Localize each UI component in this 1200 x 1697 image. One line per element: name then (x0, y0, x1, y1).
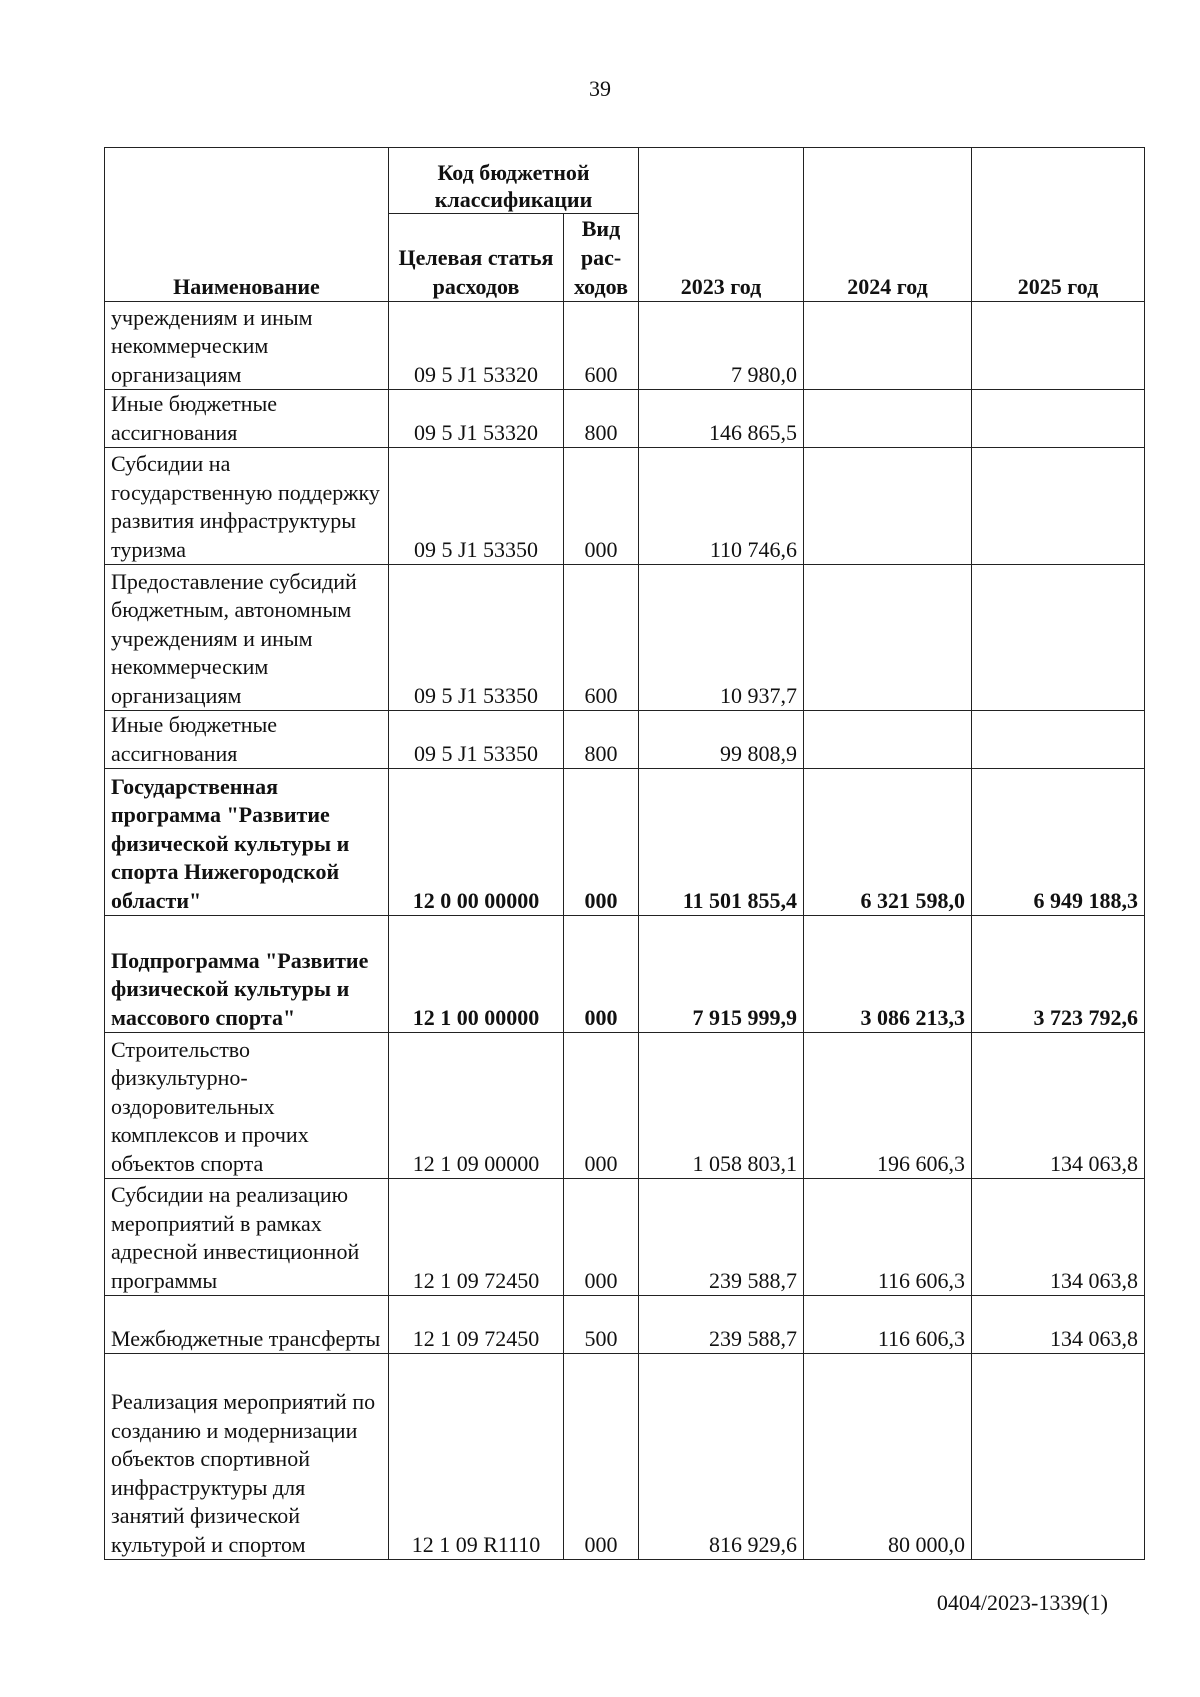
value-2024-cell (804, 448, 972, 565)
value-2023-cell: 146 865,5 (639, 390, 804, 448)
value-2025-cell (972, 448, 1145, 565)
budget-table (104, 147, 1145, 1560)
value-2023-cell: 816 929,6 (639, 1354, 804, 1560)
row-name-cell: Иные бюджетные ассигнования (105, 711, 389, 769)
header-name: Наименование (105, 148, 389, 302)
target-article-cell: 12 1 09 72450 (389, 1179, 564, 1296)
value-2023-cell: 10 937,7 (639, 565, 804, 711)
table-row (105, 1354, 1145, 1560)
value-2023-cell: 11 501 855,4 (639, 769, 804, 916)
table-row (105, 711, 1145, 769)
value-2025-cell: 134 063,8 (972, 1033, 1145, 1179)
value-2023-cell: 239 588,7 (639, 1296, 804, 1354)
target-article-cell: 09 5 J1 53320 (389, 302, 564, 390)
target-article-cell: 09 5 J1 53350 (389, 448, 564, 565)
expense-type-cell: 000 (564, 1033, 639, 1179)
target-article-cell: 12 0 00 00000 (389, 769, 564, 916)
value-2024-cell (804, 390, 972, 448)
header-expense-type: Вид рас-ходов (564, 214, 639, 302)
expense-type-cell: 800 (564, 711, 639, 769)
value-2023-cell: 239 588,7 (639, 1179, 804, 1296)
row-name-cell: Реализация мероприятий по созданию и модернизации объектов спортивной инфраструктуры для занятий физической культурой и спортом (105, 1354, 389, 1560)
value-2025-cell (972, 302, 1145, 390)
value-2023-cell: 7 915 999,9 (639, 916, 804, 1033)
value-2024-cell (804, 565, 972, 711)
header-2024: 2024 год (804, 148, 972, 302)
row-name-cell: Подпрограмма "Развитие физической культуры и массового спорта" (105, 916, 389, 1033)
target-article-cell: 12 1 00 00000 (389, 916, 564, 1033)
value-2023-cell: 7 980,0 (639, 302, 804, 390)
target-article-cell: 12 1 09 00000 (389, 1033, 564, 1179)
value-2024-cell: 116 606,3 (804, 1179, 972, 1296)
value-2025-cell: 6 949 188,3 (972, 769, 1145, 916)
row-name-cell: Строительство физкультурно-оздоровительных комплексов и прочих объектов спорта (105, 1033, 389, 1179)
expense-type-cell: 000 (564, 1179, 639, 1296)
header-2023: 2023 год (639, 148, 804, 302)
row-name-cell: Государственная программа "Развитие физической культуры и спорта Нижегородской области" (105, 769, 389, 916)
value-2025-cell: 3 723 792,6 (972, 916, 1145, 1033)
target-article-cell: 09 5 J1 53350 (389, 565, 564, 711)
table-row (105, 1179, 1145, 1296)
row-name-cell: Субсидии на реализацию мероприятий в рамках адресной инвестиционной программы (105, 1179, 389, 1296)
document-code: 0404/2023-1339(1) (936, 1590, 1108, 1615)
value-2023-cell: 1 058 803,1 (639, 1033, 804, 1179)
row-name-cell: Иные бюджетные ассигнования (105, 390, 389, 448)
value-2024-cell: 116 606,3 (804, 1296, 972, 1354)
header-budget-code: Код бюджетной классификации (389, 148, 639, 214)
row-name-cell: Межбюджетные трансферты (105, 1296, 389, 1354)
value-2023-cell: 99 808,9 (639, 711, 804, 769)
value-2025-cell (972, 711, 1145, 769)
table-row (105, 769, 1145, 916)
table-row (105, 448, 1145, 565)
header-2025: 2025 год (972, 148, 1145, 302)
target-article-cell: 09 5 J1 53350 (389, 711, 564, 769)
target-article-cell: 12 1 09 72450 (389, 1296, 564, 1354)
row-name-cell: Предоставление субсидий бюджетным, автономным учреждениям и иным некоммерческим организациям (105, 565, 389, 711)
table-row (105, 302, 1145, 390)
table-row (105, 390, 1145, 448)
row-name-cell: учреждениям и иным некоммерческим организациям (105, 302, 389, 390)
target-article-cell: 09 5 J1 53320 (389, 390, 564, 448)
value-2024-cell: 3 086 213,3 (804, 916, 972, 1033)
expense-type-cell: 000 (564, 769, 639, 916)
expense-type-cell: 000 (564, 1354, 639, 1560)
value-2025-cell (972, 390, 1145, 448)
value-2023-cell: 110 746,6 (639, 448, 804, 565)
expense-type-cell: 000 (564, 448, 639, 565)
value-2024-cell: 6 321 598,0 (804, 769, 972, 916)
expense-type-cell: 600 (564, 565, 639, 711)
page-number: 39 (589, 76, 611, 101)
target-article-cell: 12 1 09 R1110 (389, 1354, 564, 1560)
table-row (105, 1033, 1145, 1179)
table-body (105, 302, 1145, 1560)
value-2025-cell (972, 565, 1145, 711)
row-name-cell: Субсидии на государственную поддержку развития инфраструктуры туризма (105, 448, 389, 565)
table-row (105, 916, 1145, 1033)
value-2024-cell: 196 606,3 (804, 1033, 972, 1179)
expense-type-cell: 500 (564, 1296, 639, 1354)
expense-type-cell: 600 (564, 302, 639, 390)
table-row (105, 1296, 1145, 1354)
value-2024-cell (804, 302, 972, 390)
value-2025-cell (972, 1354, 1145, 1560)
expense-type-cell: 800 (564, 390, 639, 448)
value-2024-cell (804, 711, 972, 769)
table-row (105, 565, 1145, 711)
header-target-article: Целевая статья расходов (389, 214, 564, 302)
expense-type-cell: 000 (564, 916, 639, 1033)
value-2025-cell: 134 063,8 (972, 1296, 1145, 1354)
value-2025-cell: 134 063,8 (972, 1179, 1145, 1296)
value-2024-cell: 80 000,0 (804, 1354, 972, 1560)
